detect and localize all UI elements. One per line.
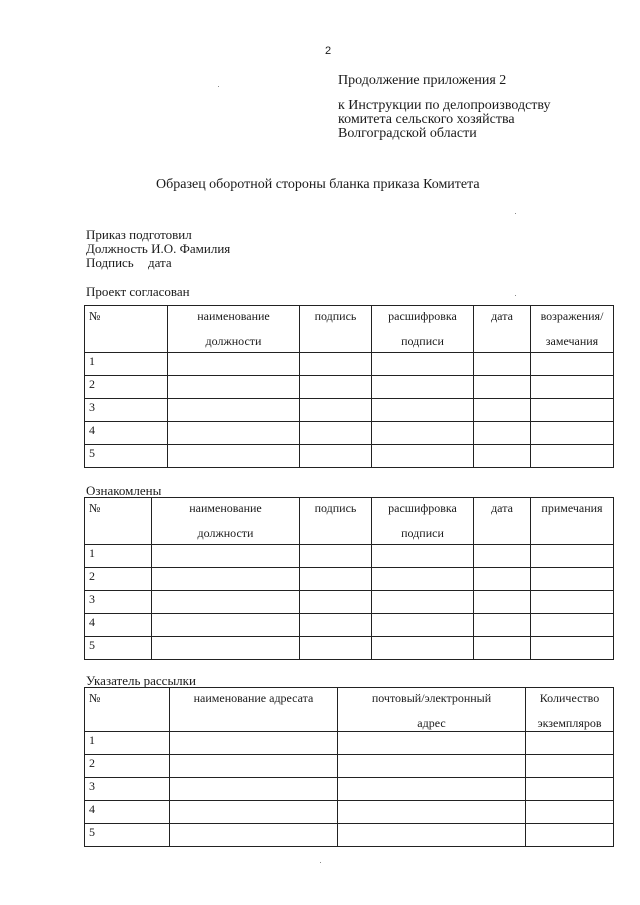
column-header: возражения/ замечания — [531, 306, 614, 353]
table-cell[interactable] — [170, 778, 338, 801]
appendix-continuation: Продолжение приложения 2 — [338, 73, 507, 88]
column-header: наименование адресата — [170, 688, 338, 732]
row-number: 4 — [85, 422, 168, 445]
table-cell[interactable] — [168, 399, 300, 422]
table-cell[interactable] — [372, 568, 474, 591]
table-cell[interactable] — [170, 732, 338, 755]
table-cell[interactable] — [526, 732, 614, 755]
table-row — [85, 376, 614, 399]
table-cell[interactable] — [526, 778, 614, 801]
table-cell[interactable] — [300, 376, 372, 399]
page-title: Образец оборотной стороны бланка приказа Комитета — [156, 177, 480, 192]
table-row — [85, 801, 614, 824]
table-cell[interactable] — [168, 445, 300, 468]
prepared-by-line: Приказ подготовил — [86, 227, 192, 242]
table-cell[interactable] — [300, 637, 372, 660]
table-cell[interactable] — [338, 801, 526, 824]
row-number: 3 — [85, 778, 170, 801]
table-row — [85, 445, 614, 468]
table-cell[interactable] — [300, 545, 372, 568]
table-row — [85, 591, 614, 614]
table-cell[interactable] — [152, 637, 300, 660]
table-cell[interactable] — [152, 545, 300, 568]
table-cell[interactable] — [338, 824, 526, 847]
table-row — [85, 755, 614, 778]
table-cell[interactable] — [531, 637, 614, 660]
table-cell[interactable] — [372, 545, 474, 568]
acquainted-caption: Ознакомлены — [86, 483, 162, 498]
column-header: примечания — [531, 498, 614, 545]
scan-speck — [515, 213, 516, 214]
table-cell[interactable] — [474, 376, 531, 399]
table-cell[interactable] — [531, 591, 614, 614]
table-cell[interactable] — [168, 376, 300, 399]
table-cell[interactable] — [372, 591, 474, 614]
table-cell[interactable] — [338, 732, 526, 755]
table-cell[interactable] — [474, 637, 531, 660]
table-cell[interactable] — [338, 778, 526, 801]
row-number: 2 — [85, 568, 152, 591]
table-cell[interactable] — [372, 399, 474, 422]
table-cell[interactable] — [531, 545, 614, 568]
distribution-caption: Указатель рассылки — [86, 673, 196, 688]
table-row — [85, 568, 614, 591]
column-header: почтовый/электронный адрес — [338, 688, 526, 732]
table-cell[interactable] — [372, 637, 474, 660]
row-number: 4 — [85, 801, 170, 824]
table-cell[interactable] — [474, 353, 531, 376]
table-row — [85, 732, 614, 755]
table-cell[interactable] — [152, 568, 300, 591]
table-cell[interactable] — [531, 445, 614, 468]
table-cell[interactable] — [372, 376, 474, 399]
table-row — [85, 824, 614, 847]
row-number: 2 — [85, 376, 168, 399]
column-header: подпись — [300, 498, 372, 545]
scan-speck — [320, 862, 321, 863]
column-header: дата — [474, 306, 531, 353]
table-cell[interactable] — [300, 568, 372, 591]
table-cell[interactable] — [152, 591, 300, 614]
distribution-table — [84, 687, 614, 847]
table-cell[interactable] — [474, 445, 531, 468]
table-cell[interactable] — [300, 353, 372, 376]
row-number: 1 — [85, 353, 168, 376]
table-row — [85, 637, 614, 660]
position-name-line: Должность И.О. Фамилия — [86, 241, 231, 256]
table-cell[interactable] — [300, 591, 372, 614]
row-number: 5 — [85, 824, 170, 847]
column-header: № — [85, 306, 168, 353]
table-cell[interactable] — [474, 614, 531, 637]
table-cell[interactable] — [372, 353, 474, 376]
table-cell[interactable] — [474, 591, 531, 614]
column-header: Количество экземпляров — [526, 688, 614, 732]
table-header-row — [85, 688, 614, 732]
table-row — [85, 399, 614, 422]
date-label: дата — [148, 255, 172, 270]
row-number: 2 — [85, 755, 170, 778]
table-cell[interactable] — [152, 614, 300, 637]
row-number: 5 — [85, 445, 168, 468]
table-header-row — [85, 498, 614, 545]
table-cell[interactable] — [372, 422, 474, 445]
column-header: расшифровка подписи — [372, 306, 474, 353]
table-cell[interactable] — [531, 399, 614, 422]
row-number: 3 — [85, 399, 168, 422]
instruction-ref-line-1: к Инструкции по делопроизводству — [338, 98, 551, 113]
column-header: расшифровка подписи — [372, 498, 474, 545]
table-cell[interactable] — [338, 755, 526, 778]
table-cell[interactable] — [300, 445, 372, 468]
table-cell[interactable] — [474, 399, 531, 422]
table-cell[interactable] — [526, 755, 614, 778]
signature-label: Подпись — [86, 255, 134, 270]
scan-speck — [515, 295, 516, 296]
table-cell[interactable] — [300, 422, 372, 445]
table-cell[interactable] — [526, 824, 614, 847]
table-cell[interactable] — [170, 801, 338, 824]
table-row — [85, 353, 614, 376]
table-cell[interactable] — [474, 422, 531, 445]
table-cell[interactable] — [170, 824, 338, 847]
instruction-ref-line-2: комитета сельского хозяйства — [338, 112, 515, 127]
table-cell[interactable] — [168, 422, 300, 445]
table-row — [85, 614, 614, 637]
acquainted-table — [84, 497, 614, 660]
approval-table — [84, 305, 614, 468]
table-cell[interactable] — [300, 399, 372, 422]
table-cell[interactable] — [531, 353, 614, 376]
table-cell[interactable] — [474, 568, 531, 591]
column-header: подпись — [300, 306, 372, 353]
table-cell[interactable] — [372, 614, 474, 637]
table-header-row — [85, 306, 614, 353]
scan-speck — [218, 86, 219, 87]
table-cell[interactable] — [300, 614, 372, 637]
table-row — [85, 778, 614, 801]
column-header: наименование должности — [168, 306, 300, 353]
table-row — [85, 422, 614, 445]
table-cell[interactable] — [168, 353, 300, 376]
row-number: 1 — [85, 545, 152, 568]
row-number: 5 — [85, 637, 152, 660]
row-number: 3 — [85, 591, 152, 614]
column-header: № — [85, 688, 170, 732]
column-header: наименование должности — [152, 498, 300, 545]
table-cell[interactable] — [170, 755, 338, 778]
instruction-ref-line-3: Волгоградской области — [338, 126, 477, 141]
table-cell[interactable] — [531, 568, 614, 591]
table-cell[interactable] — [531, 422, 614, 445]
column-header: № — [85, 498, 152, 545]
page-number: 2 — [325, 45, 332, 57]
row-number: 4 — [85, 614, 152, 637]
table-cell[interactable] — [531, 614, 614, 637]
row-number: 1 — [85, 732, 170, 755]
table-cell[interactable] — [531, 376, 614, 399]
table-cell[interactable] — [526, 801, 614, 824]
table-cell[interactable] — [372, 445, 474, 468]
table-cell[interactable] — [474, 545, 531, 568]
approval-caption: Проект согласован — [86, 284, 190, 299]
column-header: дата — [474, 498, 531, 545]
table-row — [85, 545, 614, 568]
